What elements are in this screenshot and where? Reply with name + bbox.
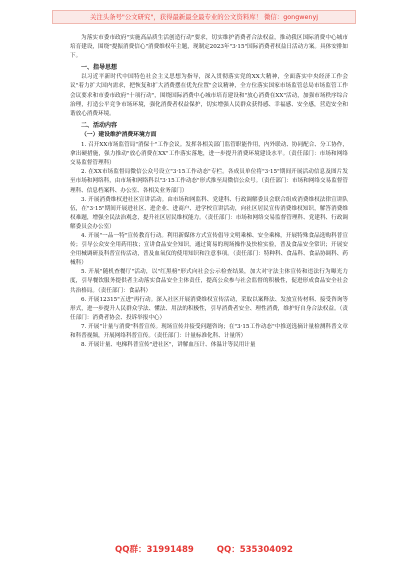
contact-footer: [0, 543, 408, 555]
section-heading-activities: 二、活动内容: [81, 121, 118, 129]
activity-item: 5. 开展"随机查餐厅"活动，以"红黑榜"形式向社会公示检查结果，加大对守法主体宣传和违法行为曝光力度，引导餐饮服务提供者主动落实食品安全主体责任，提高公众参与社会监督的积极性，促进形成食品安全社会共治格局。（责任部门：食品科）: [70, 269, 348, 294]
activity-item: 6. 开展12315"五进"再行动。深入社区开展消费维权宣传活动，采取以案释法、发放宣传材料、接受咨询等形式，进一步提升人民群众学法、懂法、用法的积极性，引导消费者安全、理性消费，维护好自身合法权益。（责任部门：消费者协会、投诉举报中心）: [70, 296, 348, 321]
activity-item: 7. 开展"计量与消费"科普宣传。现场宣传并接受问题咨询；在"3·15工作动态"中推送选摘计量检测科普文章和科普视频，开展网络科普宣传。（责任部门：计量标准化科、计量所）: [70, 323, 348, 339]
subsection-heading-consumer-environment: （一）建设维护消费环境方面: [81, 131, 157, 138]
document-body: [70, 34, 348, 350]
activity-item: 2. 在XX市场监督局微信公众号设立"3·15工作动态"专栏。各成员单位将"3·15"期间开展活动信息及图片发至市场和网络科，由市场和网络科以"3·15工作动态"形式推至局微信公众号。（责任部门：市场和网络交易监督管理科、信息档案科、办公室、各相关业务部门）: [70, 169, 348, 194]
activity-item: 8. 开展计量、电梯科普宣传"进社区"，讲解血压计、体温计等民用计量: [81, 342, 256, 349]
promo-banner[interactable]: 关注头条号"公文研究"，获得最新最全最专业的公文资料库！ 微信：gongwenyj: [52, 10, 356, 24]
qq-group-number: QQ群：31991489: [115, 545, 194, 555]
intro-paragraph: 为落实市委市政府"实施高品质生活创造行动"要求，切实维护消费者合法权益，推动我区国际消费中心城市培育建设，围绕"提振消费信心"消费维权年主题，现制定2023年"3·15"国际消费者权益日活动方案。具体安排如下。: [70, 35, 348, 60]
activity-item: 3. 开展消费维权进社区宣讲活动。由市场和网监科、党建科、行政调解委员会联合组成消费维权法律宣讲队伍，在"3·15"期间开展进社区、进企业、进商户、进学校宣讲活动，向社区居民宣传消费维权知识，解答消费维权难题，增强全民法治观念，提升社区居民维权能力。（责任部门：市场和网络交易监督管理科、党建科、行政调解委员会办公室）: [70, 196, 348, 230]
activity-item: 4. 开展"一品一特"宣传教育行动。利用新媒体方式宣传倡导文明乘梯、安全乘梯，开展特殊食品选购科普宣传；引导公众安全用药用妆；宣讲食品安全知识，通过简易的现场操作及快检实验，普及食品安全常识；开展安全用械调研及科普宣传活动，普及血氧仪的使用知识和注意事项。（责任部门：特种科、食品科、食品协调科、药械科）: [70, 232, 348, 267]
qq-number: QQ：535304092: [216, 545, 293, 555]
section-heading-guiding-ideology: 一、指导思想: [81, 64, 118, 72]
activity-item: 1. 召开XX市场监管局"消保十"工作会议。发挥各相关部门监管职能作用，内外联动、协同配合、分工协作，拿出硬措施，强力推动"放心消费在XX"工作落实落地，进一步提升消费环境建设水平。（责任部门：市场和网络交易监督管理科）: [70, 142, 348, 167]
guiding-ideology-paragraph: 以习近平新时代中国特色社会主义思想为指导，深入贯彻落实党的XX大精神，全面落实中央经济工作会议"着力扩大国内需求，把恢复和扩大消费摆在优先位置"会议精神，全方位落实国家市场监管总局市场监管工作会议要求和市委市政府"十项行动"，围绕国际消费中心城市培育建设和"放心消费在XX"活动，加强市场秩序综合治理，打造公平竞争市场环境，强化消费者权益保护，切实增强人民群众获得感、幸福感、安全感，营造安全和谐放心消费环境。: [70, 74, 348, 117]
